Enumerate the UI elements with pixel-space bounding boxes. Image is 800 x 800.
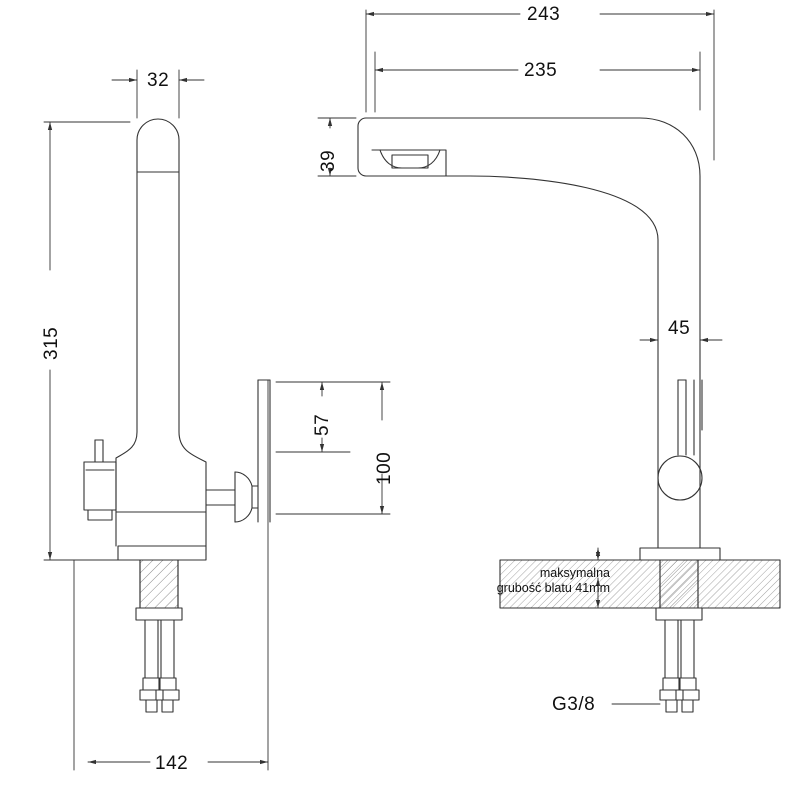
dim-label-235: 235 — [524, 60, 558, 81]
dim-label-45: 45 — [668, 318, 691, 339]
dimension-lines — [44, 10, 722, 770]
front-view-geometry — [84, 119, 270, 712]
dim-label-142: 142 — [155, 753, 189, 774]
worktop-note-line2: grubość blatu 41mm — [496, 581, 610, 595]
worktop-thickness-note — [470, 566, 610, 596]
side-view-geometry — [358, 118, 780, 712]
dim-label-100: 100 — [374, 451, 395, 485]
dim-label-39: 39 — [318, 149, 339, 172]
dim-label-32: 32 — [147, 70, 170, 91]
dim-label-g38: G3/8 — [552, 694, 596, 715]
worktop-note-line1: maksymalna — [539, 566, 610, 580]
dim-label-315: 315 — [41, 326, 62, 360]
dim-label-57: 57 — [312, 413, 333, 436]
dim-label-243: 243 — [527, 4, 561, 25]
